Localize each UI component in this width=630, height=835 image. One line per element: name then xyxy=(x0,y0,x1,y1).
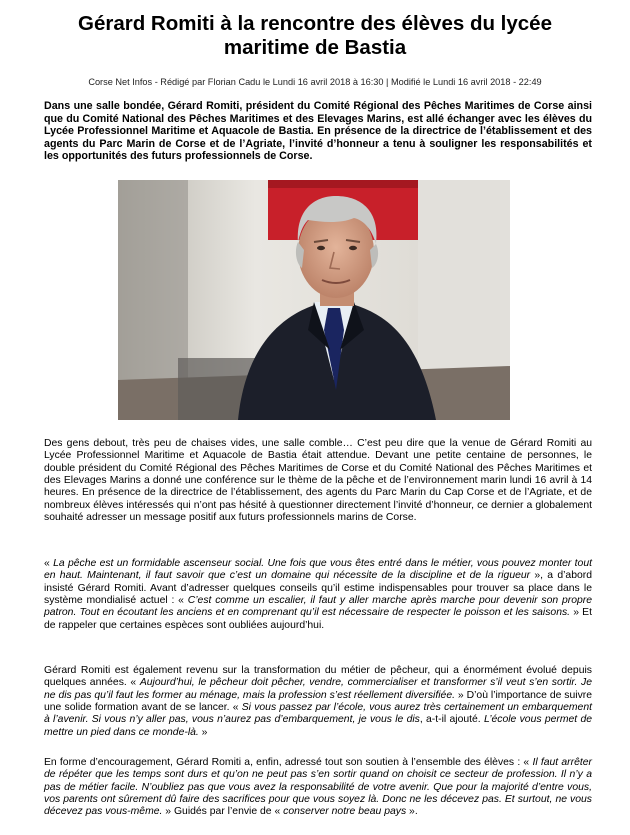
article-title: Gérard Romiti à la rencontre des élèves du lycée maritime de Bastia xyxy=(78,12,552,59)
body-text: « xyxy=(44,558,54,569)
body-text: Gérard Romiti est également revenu sur la transformation du métier de pêcheur, qui a énormément évolué depuis quelques années. « xyxy=(44,665,592,689)
article-paragraph-4 xyxy=(44,757,592,819)
body-text: ». xyxy=(406,806,418,818)
quote-text: L’école vous permet de mettre un pied dans ce monde-là. xyxy=(44,714,593,738)
quote-text: Il faut arrêter de répéter que les temps sont durs et qu’on ne peut pas s’en sortir quand on choisit ce secteur de profession. Il n’y a pas de métier facile. N’oubliez pas que vous avez la responsabilité de votre avenir. Que pour la majorité d’entre vous, vos parents ont sûrement dû faire des sacrifices pour que vous soyez là. Donc ne les décevez pas. Et surtout, ne vous décevez pas vous-même. xyxy=(44,757,592,818)
body-text: » Guidés par l’envie de « xyxy=(162,806,284,818)
quote-text: conserver notre beau pays xyxy=(283,806,407,818)
body-text: » Et de rappeler que certaines espèces sont oubliées aujourd’hui. xyxy=(44,607,592,631)
body-text: », a d’abord insisté Gérard Romiti. Avant d’adresser quelques conseils qu’il estime indispensables pour trouver sa place dans le système mondialisé actuel : « xyxy=(44,570,592,607)
article-paragraph-1: Des gens debout, très peu de chaises vides, une salle comble… C’est peu dire que la venue de Gérard Romiti au Lycée Professionnel Maritime et Aquacole de Bastia était attendue. Devant une petite centaine de personnes, le double président du Comité Régional des Pêches Maritimes de Corse et du Comité National des Pêches Maritimes et des Elevages Marins a donné une conférence sur le thème de la pêche et de l’environnement marin lundi 16 avril à 14 heures. En présence de la directrice de l’établissement, des agents du Parc Marin du Cap Corse et de l’Agriate, et de nombreux élèves intéressés qui n’ont pas hésité à questionner directement l’invité d’honneur, ce dernier a globalement souhaité adresser un message positif aux futurs professionnels marins de Corse. xyxy=(44,438,592,524)
article-paragraph-3 xyxy=(44,665,592,739)
body-text: » xyxy=(198,726,208,738)
body-text: , a-t-il ajouté. xyxy=(419,714,484,726)
article-paragraph-2 xyxy=(44,558,592,632)
article-lead: Dans une salle bondée, Gérard Romiti, président du Comité Régional des Pêches Maritimes de Corse ainsi que du Comité National des Pêches Maritimes et des Elevages Marins, est allé échanger avec les élèves du Lycée Professionnel Maritime et Aquacole de Bastia. En présence de la directrice de l’établissement et des agents du Parc Marin de Corse et de l’Agriate, l’invité d’honneur a tenu à souligner les responsabilités et les opportunités des futurs professionnels de Corse. xyxy=(44,100,592,163)
article-meta: Corse Net Infos - Rédigé par Florian Cadu le Lundi 16 avril 2018 à 16:30 | Modifié le Lundi 16 avril 2018 - 22:49 xyxy=(88,77,542,87)
quote-text: Aujourd’hui, le pêcheur doit pêcher, vendre, commercialiser et transformer s’il veut s’en sortir. Je ne dis pas qu’il faut les former au ménage, mais la profession s’est réellement diversifiée. xyxy=(44,677,592,701)
quote-text: C’est comme un escalier, il faut y aller marche après marche pour devenir son propre patron. Tout en écoutant les anciens et en comprenant qu’il est nécessaire de respecter le poisson et les saisons. xyxy=(44,595,593,619)
article-photo xyxy=(118,180,510,420)
man-in-suit-photo xyxy=(118,180,510,420)
body-text: En forme d’encouragement, Gérard Romiti a, enfin, adressé tout son soutien à l’ensemble des élèves : « xyxy=(44,757,533,768)
quote-text: Si vous passez par l’école, vous aurez très certainement un embarquement à l’avenir. Si vous n’y aller pas, vous n’aurez pas d’embarquement, je vous le dis xyxy=(44,702,592,726)
quote-text: La pêche est un formidable ascenseur social. Une fois que vous êtes entré dans le métier, vous pouvez monter tout en haut. Maintenant, il faut savoir que c’est un domaine qui nécessite de la discipline et de la rigueur xyxy=(44,558,592,582)
body-text: » D’où l’importance de suivre une solide formation avant de se lancer. « xyxy=(44,689,593,714)
